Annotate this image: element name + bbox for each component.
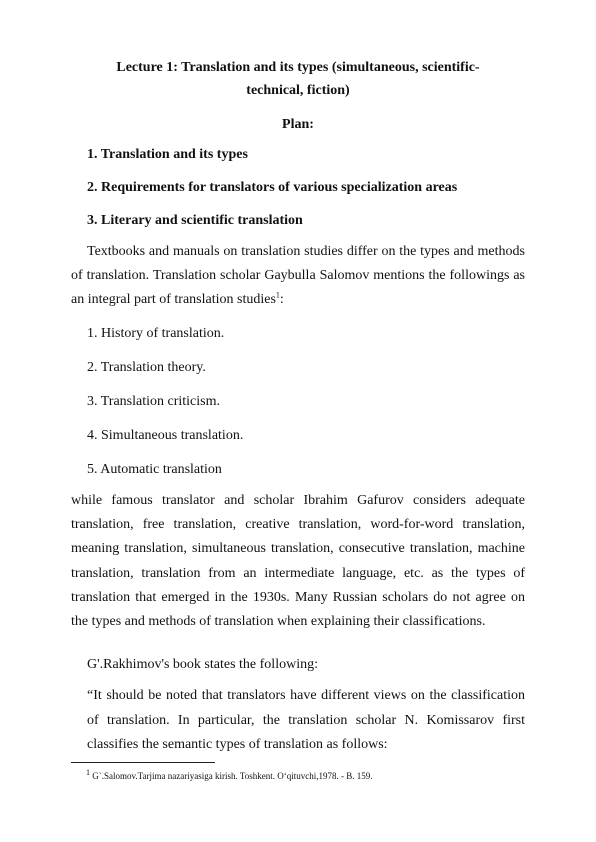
intro-text: Textbooks and manuals on translation studies differ on the types and methods of translation. Translation scholar Gaybulla Salomov mentions the followings as an integral part of translation studies: [71, 244, 525, 308]
footnote-reference: 1: [275, 290, 280, 300]
list-item-3: 3. Translation criticism.: [87, 394, 220, 409]
footnote-divider: [71, 762, 215, 763]
list-item-4: 4. Simultaneous translation.: [87, 428, 244, 443]
footnote: [86, 768, 373, 781]
plan-item-1: 1. Translation and its types: [87, 147, 248, 162]
list-item-2: 2. Translation theory.: [87, 360, 206, 375]
types-paragraph: while famous translator and scholar Ibrahim Gafurov considers adequate translation, free translation, creative translation, word-for-word translation, meaning translation, simultaneous translation, consecutive translation, machine translation, translation from an intermediate language, etc. as the types of translation that emerged in the 1930s. Many Russian scholars do not agree on the types and methods of translation when explaining their classifications.: [71, 493, 525, 630]
plan-heading: Plan:: [282, 117, 314, 132]
plan-item-2: 2. Requirements for translators of various specialization areas: [87, 180, 458, 195]
plan-item-3: 3. Literary and scientific translation: [87, 213, 303, 228]
footnote-number: 1: [86, 768, 90, 777]
list-item-1: 1. History of translation.: [87, 326, 225, 341]
quote-paragraph: “It should be noted that translators have different views on the classification of translation. In particular, the translation scholar N. Komissarov first classifies the semantic types of translation as follows:: [87, 688, 525, 752]
intro-colon: :: [279, 292, 284, 308]
list-item-5: 5. Automatic translation: [87, 462, 222, 477]
rakhimov-line: G'.Rakhimov's book states the following:: [87, 657, 318, 672]
intro-paragraph: [71, 240, 525, 313]
footnote-text: G`.Salomov.Tarjima nazariyasiga kirish. Toshkent. O‘qituvchi,1978. - B. 159.: [90, 771, 373, 781]
lecture-title: Lecture 1: Translation and its types (simultaneous, scientific-technical, fiction): [116, 60, 480, 98]
